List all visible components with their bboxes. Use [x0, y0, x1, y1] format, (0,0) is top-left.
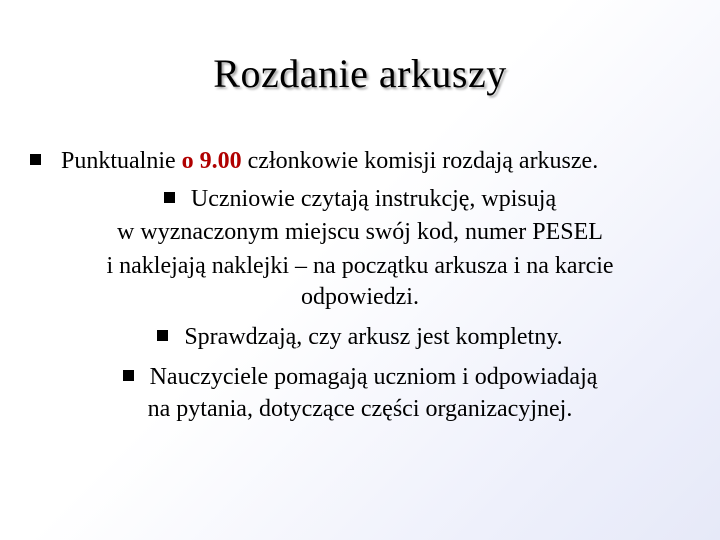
bullet-item-1 [30, 147, 598, 176]
square-bullet-icon [123, 370, 134, 381]
bullet-1-highlight: o 9.00 [181, 148, 242, 174]
bullet-item-2-line-2: na pytania, dotyczące części organizacyjnej. [147, 396, 573, 422]
bullet-item-2-line-1: Nauczyciele pomagają uczniom i odpowiadają [0, 363, 720, 392]
sub-item-1-line-3: i naklejają naklejki – na początku arkusza i na karcie [106, 253, 614, 279]
bullet-1-text-before: Punktualnie [61, 148, 182, 174]
sub-item-2: Sprawdzają, czy arkusz jest kompletny. [0, 323, 720, 352]
bullet-1-text-after: członkowie komisji rozdają arkusze. [241, 148, 599, 174]
sub-item-1-line-1: Uczniowie czytają instrukcję, wpisują [0, 185, 720, 214]
square-bullet-icon [157, 330, 168, 341]
sub-item-1-line-2: w wyznaczonym miejscu swój kod, numer PESEL [117, 219, 603, 245]
square-bullet-icon [164, 192, 175, 203]
slide-title: Rozdanie arkuszy [213, 51, 507, 96]
sub-item-1-line-4: odpowiedzi. [301, 284, 419, 310]
square-bullet-icon [30, 154, 41, 165]
